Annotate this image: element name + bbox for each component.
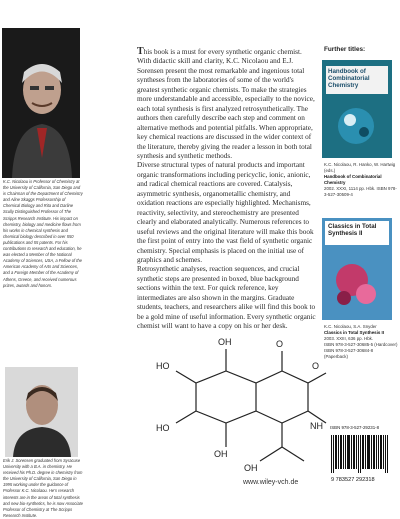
author2-bio: Erik J. Sorensen graduated from Syracuse University with a B.A. in chemistry. He received his Ph.D. degree in chemistry from the University of California, San Diego in 1995 working under the guidance of Professor K.C. Nicolaou. He's research interests are in the areas of total synthesis and new bio-synthetics, he is now Associate Professor of Chemistry at The Scripps Research Institute. (3, 458, 83, 518)
further-titles-heading: Further titles: (324, 46, 366, 53)
blurb-paragraph-3: Retrosynthetic analyses, reaction sequences, and crucial synthetic steps are presented in boxed, blue background sections within the text. For quick reference, key intermediates are also shown in the margins. Graduate students, teachers, and researchers alike will find this book to be a gold mine of useful information. Every synthetic organic chemist will want to have a copy on his or her desk. (137, 265, 316, 331)
barcode-number: 9 783527 292318 (331, 477, 375, 483)
book1-info (324, 162, 398, 198)
book2-authors: K.C. Nicolaou, S.A. Snyder (324, 324, 377, 329)
book2-cover (322, 218, 392, 320)
book2-cover-title: Classics in Total Synthesis II (328, 223, 377, 237)
chemical-structure (148, 323, 334, 491)
molecule-label-8: OH (244, 463, 258, 473)
molecule-label-3: O (276, 339, 284, 349)
book1-title: Handbook of Combinatorial Chemistry (324, 174, 382, 185)
author1-bio: K.C. Nicolaou is Professor of Chemistry at the University of California, San Diego and is Chairman of the Department of Chemistry and Aline Skaggs Professorship of Chemical Biology and Rita and Darline Scully Distinguished Professor of The Scripps Research Institute. His impact on chemistry, biology and medicine flows from his works in chemical synthesis and chemical biology described in over 550 publications and 55 patents. For his contributions to research and education, he was elected a Member of the National Academy of Sciences, USA, a Fellow of the American Academy of Arts and Sciences, and a Foreign Member of the Academy of Athens, Greece, and received numerous prizes, awards and honors. (3, 179, 83, 288)
book2-title: Classics in Total Synthesis II (324, 330, 384, 335)
isbn-label: ISBN 978-3-527-29231-8 (330, 425, 380, 430)
author1-photo (2, 28, 80, 178)
blurb-paragraph-1 (137, 47, 317, 161)
book-blurb (137, 47, 317, 332)
molecule-label-1: HO (156, 361, 170, 371)
molecule-label-7: HO (156, 423, 170, 433)
molecule-label-5: NH (310, 421, 323, 431)
book1-cover (322, 60, 392, 158)
molecule-label-2: OH (218, 337, 232, 347)
blurb-paragraph-2: Diverse structural types of natural products and important organic transformations including pericyclic, ionic, anionic, and radical chemical reactions are covered. Catalysis, asymmetric synthesis, organometallic chemistry, and oxidation reactions are especially highlighted. Mechanisms, reactivity, selectivity, and stereochemistry are presented clearly and elaborated analytically. Numerous references to useful reviews and the original literature will make this book the first point of entry into the vast field of synthetic organic chemistry. Special emphasis is placed on the initial use of graphics and schemes. (137, 161, 314, 264)
book2-meta3: ISBN 978-3-527-30684-8 (Paperback) (324, 348, 374, 359)
book2-meta2: ISBN 978-3-527-30685-5 (Hardcover) (324, 342, 398, 347)
author2-photo (5, 367, 78, 457)
blurb-paragraph-1-text: his book is a must for every synthetic organic chemist. With didactic skill and clarity, K.C. Nicolaou and E.J. Sorensen present the most remarkable and ingenious total syntheses from the laboratories of some of the world's greatest synthetic organic chemists. To make the strategies more understandable and accessible, especially to the novice, each total synthesis is first analyzed retrosynthetically. The authors then carefully describe each step and comment on alternative methods and potential pitfalls. When appropriate, key chemical reactions are discussed in the wider context of the literature, thereby giving the reader a lesson in both total synthesis and synthetic methods. (137, 48, 315, 160)
book1-authors: K.C. Nicolaou, R. Hanko, W. Hartwig (eds.) (324, 162, 396, 173)
publisher-website: www.wiley-vch.de (243, 479, 299, 486)
book2-meta1: 2003. XXIII, 636 pp. Hbk. (324, 336, 374, 341)
book1-cover-title: Handbook of Combinatorial Chemistry (328, 68, 370, 89)
book1-meta: 2002. XXXI, 1114 pp. Hbk. ISBN 978-3-527-30509-4 (324, 186, 397, 197)
molecule-label-6: OH (214, 449, 228, 459)
blurb-dropcap: T (137, 46, 144, 57)
book2-info (324, 324, 398, 360)
molecule-label-4: O (312, 361, 320, 371)
barcode (329, 425, 393, 485)
